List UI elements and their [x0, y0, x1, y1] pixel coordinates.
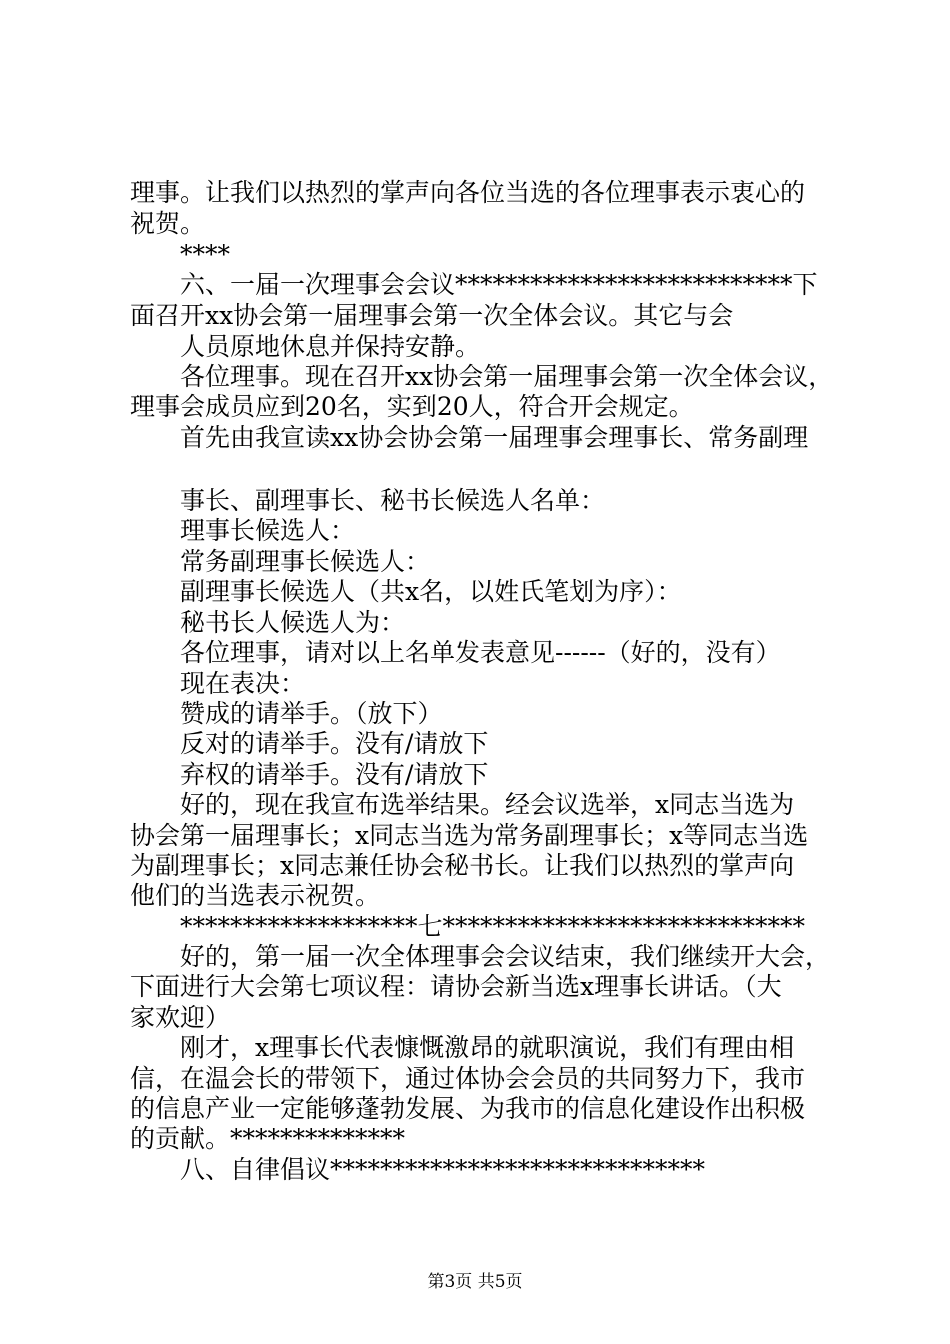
text-line: 人员原地休息并保持安静。	[180, 332, 481, 361]
text-line: 常务副理事长候选人：	[180, 547, 431, 576]
text-line: 弃权的请举手。没有/请放下	[180, 760, 489, 789]
text-line: 的贡献。**************	[130, 1124, 406, 1153]
text-line: 副理事长候选人（共x名，以姓氏笔划为序）：	[180, 577, 682, 606]
text-line: 信，在温会长的带领下，通过体协会会员的共同努力下，我市	[130, 1064, 806, 1093]
text-line: 理事会成员应到20名，实到20人，符合开会规定。	[130, 392, 694, 421]
text-line: 六、一届一次理事会会议***************************下	[180, 270, 818, 299]
text-line: 好的，现在我宣布选举结果。经会议选举，x同志当选为	[180, 790, 795, 819]
text-line: 面召开xx协会第一届理事会第一次全体会议。其它与会	[130, 301, 734, 330]
text-line: 八、自律倡议******************************	[180, 1155, 706, 1184]
page-footer: 第3页 共5页	[427, 1272, 523, 1292]
text-line: 首先由我宣读xx协会协会第一届理事会理事长、常务副理	[180, 423, 809, 452]
text-line: 理事。让我们以热烈的掌声向各位当选的各位理事表示衷心的	[130, 178, 806, 207]
text-line: 各位理事，请对以上名单发表意见------（好的，没有）	[180, 638, 781, 667]
text-line: 现在表决：	[180, 669, 306, 698]
text-line: 协会第一届理事长；x同志当选为常务副理事长；x等同志当选	[130, 821, 809, 850]
text-line: 反对的请举手。没有/请放下	[180, 729, 489, 758]
text-line: 各位理事。现在召开xx协会第一届理事会第一次全体会议，	[180, 362, 834, 391]
text-line: ****	[180, 240, 230, 269]
text-line: 他们的当选表示祝贺。	[130, 881, 381, 910]
text-line: 的信息产业一定能够蓬勃发展、为我市的信息化建设作出积极	[130, 1094, 806, 1123]
text-line: 理事长候选人：	[180, 516, 356, 545]
text-line: 家欢迎）	[130, 1003, 231, 1032]
text-line: 刚才，x理事长代表慷慨激昂的就职演说，我们有理由相	[180, 1033, 795, 1062]
text-line: 祝贺。	[130, 209, 206, 238]
text-line: *******************七*****************************	[180, 912, 806, 941]
text-line: 赞成的请举手。（放下）	[180, 699, 443, 728]
text-line: 下面进行大会第七项议程：请协会新当选x理事长讲话。（大	[130, 972, 782, 1001]
text-line: 好的，第一届一次全体理事会会议结束，我们继续开大会，	[180, 942, 831, 971]
text-line: 为副理事长；x同志兼任协会秘书长。让我们以热烈的掌声向	[130, 851, 795, 880]
text-line: 事长、副理事长、秘书长候选人名单：	[180, 486, 606, 515]
text-line: 秘书长人候选人为：	[180, 608, 406, 637]
